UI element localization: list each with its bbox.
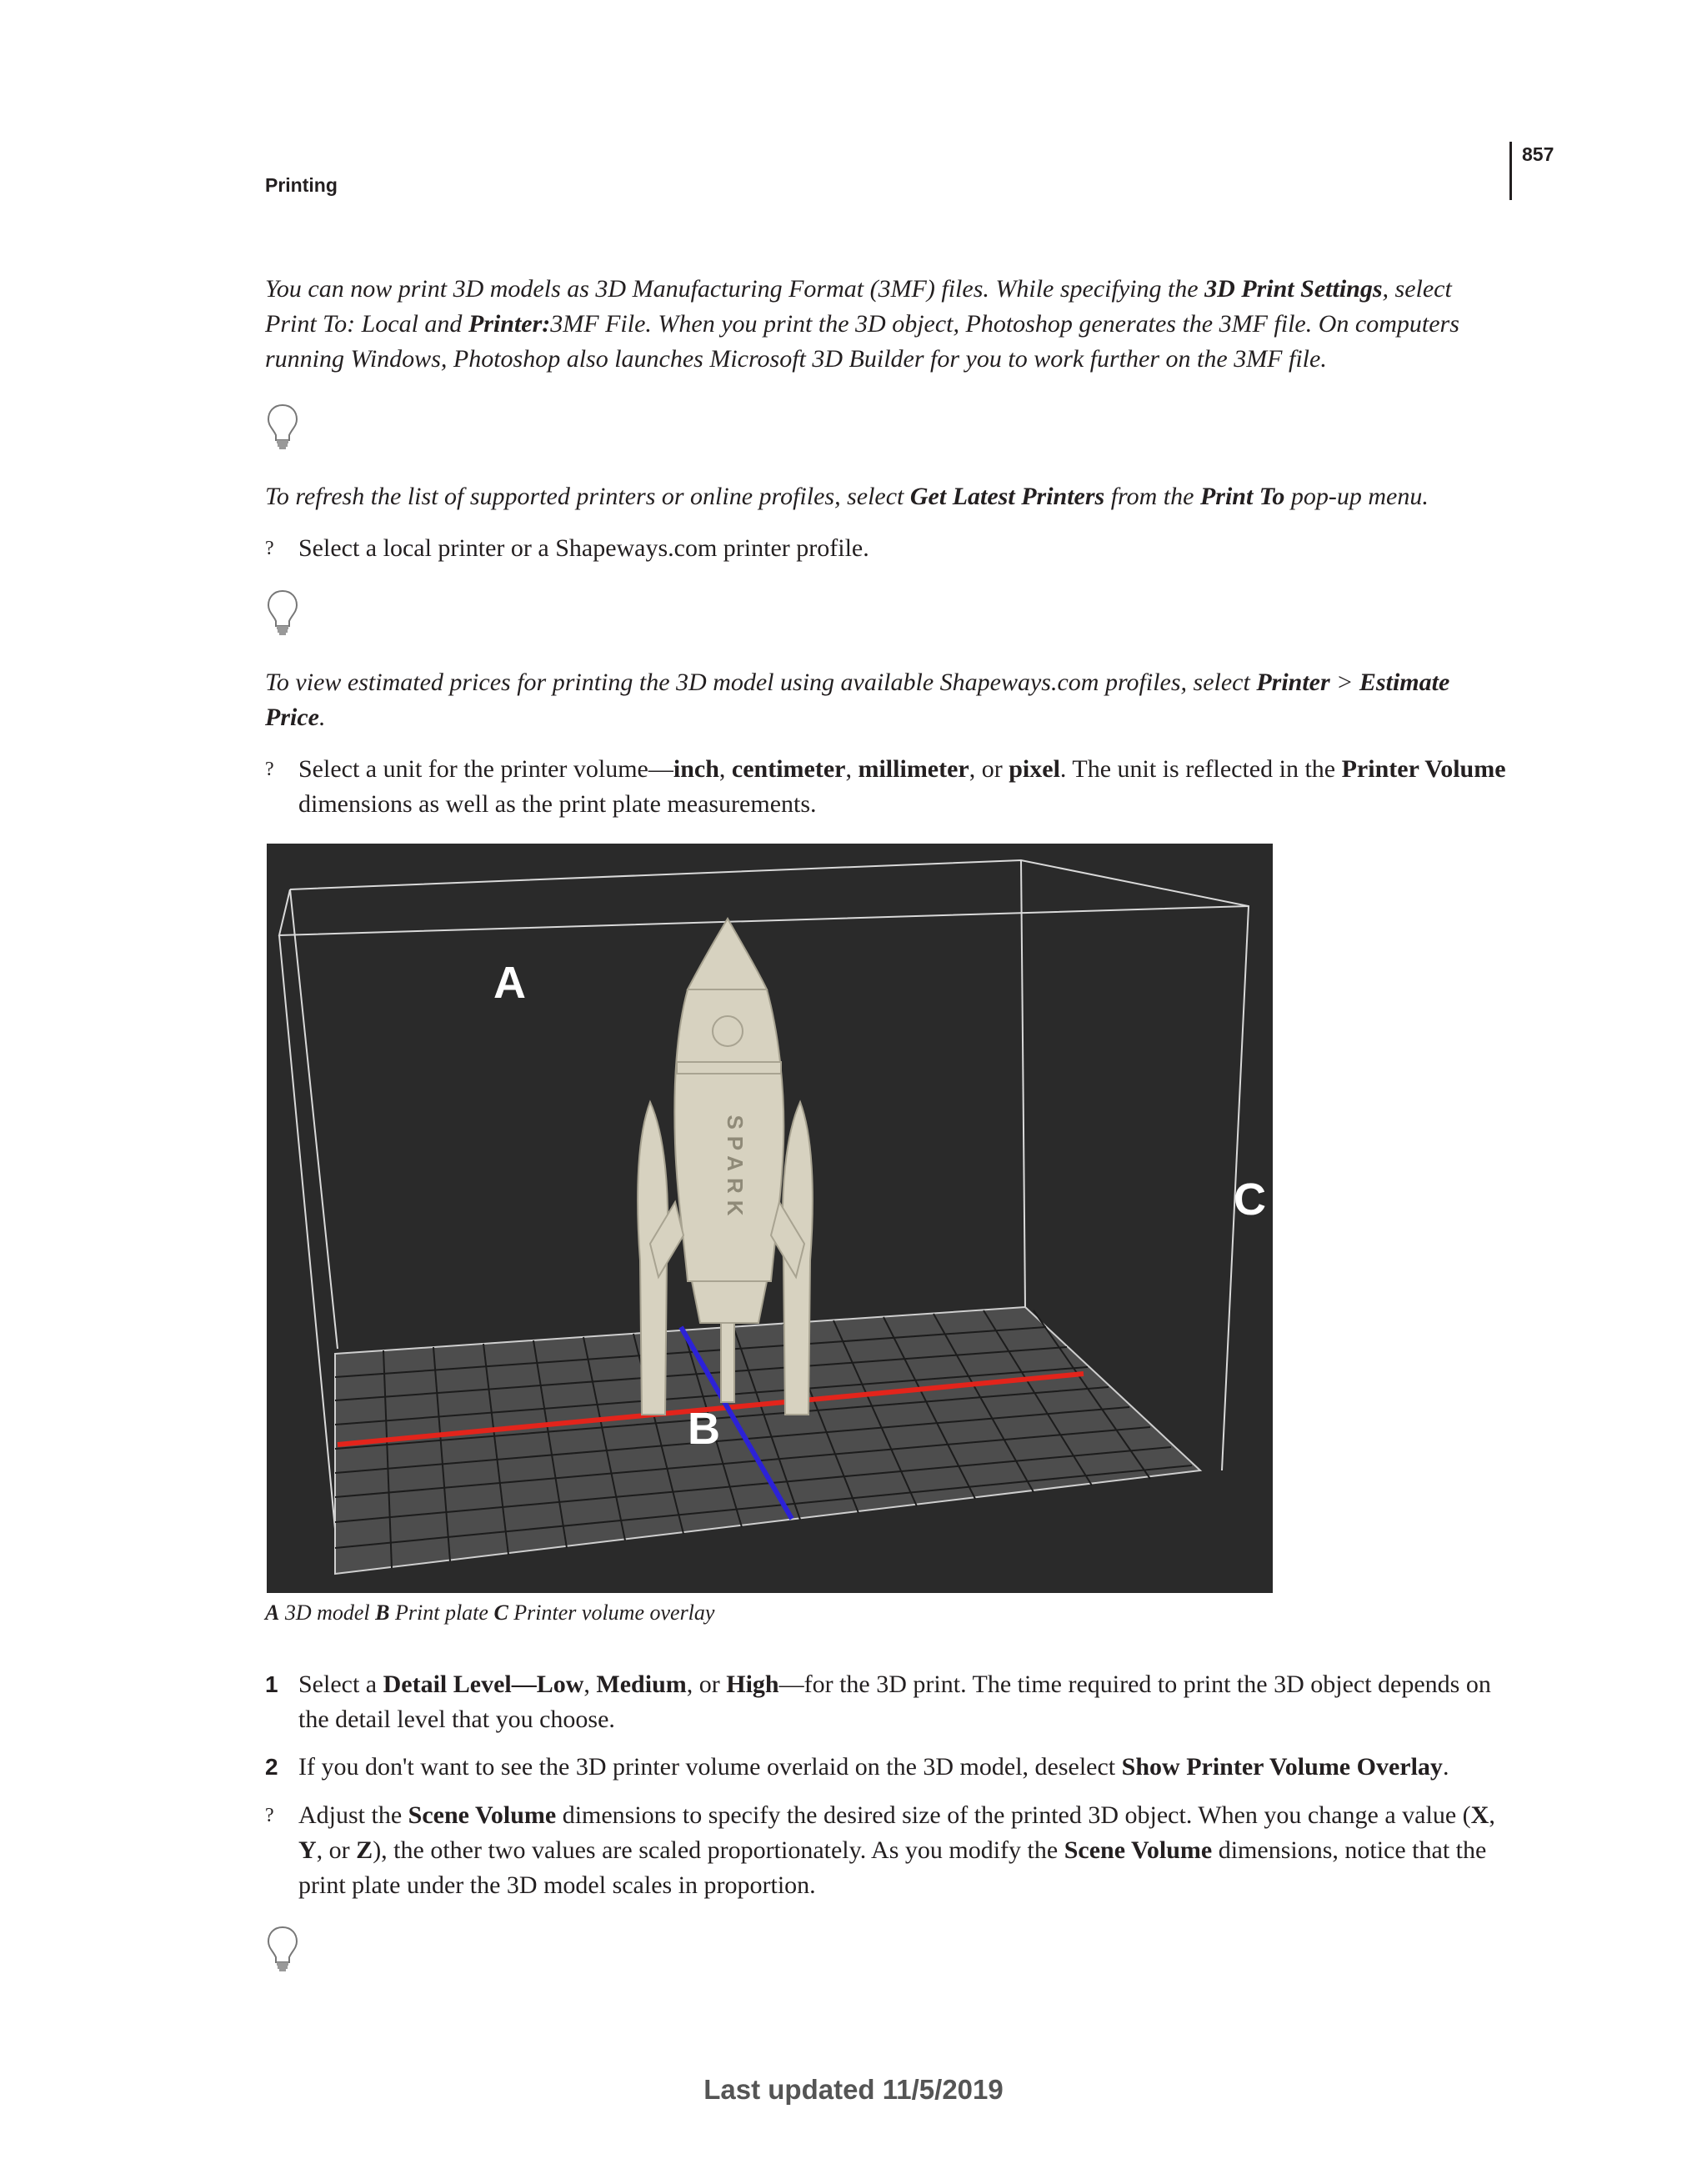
step-number: 1 [265, 1671, 278, 1697]
bullet-marker: ? [265, 1805, 274, 1826]
bullet-marker: ? [265, 538, 274, 559]
printer-volume-figure [267, 844, 1273, 1593]
bullet-select-printer: ? Select a local printer or a Shapeways.com printer profile. [265, 531, 1507, 566]
rocket-label: SPARK [723, 1115, 748, 1223]
step-show-overlay: 2 If you don't want to see the 3D printer volume overlaid on the 3D model, deselect Show Printer Volume Overlay. [265, 1750, 1507, 1785]
bullet-select-unit: ? Select a unit for the printer volume—inch, centimeter, millimeter, or pixel. The unit is reflected in the Printer Volume dimensions as well as the print plate measurements. [265, 752, 1507, 822]
bullet-marker: ? [265, 759, 274, 780]
step-detail-level: 1 Select a Detail Level—Low, Medium, or High—for the 3D print. The time required to print the 3D object depends on the detail level that you choose. [265, 1667, 1507, 1737]
tip-lightbulb-icon [265, 1924, 300, 1974]
tip-refresh-printers: To refresh the list of supported printers or online profiles, select Get Latest Printers from the Print To pop-up menu. [265, 483, 1429, 510]
step-number: 2 [265, 1754, 278, 1780]
callout-a: A [493, 958, 526, 1008]
bullet-scene-volume: ? Adjust the Scene Volume dimensions to specify the desired size of the printed 3D object. When you change a value (X, Y, or Z), the other two values are scaled proportionately. As you modify the Scene Volume dimensions, notice that the print plate under the 3D model scales in proportion. [265, 1798, 1507, 1903]
section-title: Printing [265, 174, 338, 196]
callout-b: B [688, 1404, 720, 1454]
tip-lightbulb-icon [265, 402, 300, 452]
intro-paragraph: You can now print 3D models as 3D Manufacturing Format (3MF) files. While specifying the 3D Print Settings, select Print To: Local and Printer:3MF File. When you print the 3D object, Photoshop generates the 3MF file. On computers running Windows, Photoshop also launches Microsoft 3D Builder for you to work further on the 3MF file. [265, 275, 1459, 373]
tip-lightbulb-icon [265, 588, 300, 638]
tip-estimate-price: To view estimated prices for printing the 3D model using available Shapeways.com profiles, select Printer > Estimate Price. [265, 669, 1450, 731]
footer-last-updated: Last updated 11/5/2019 [703, 2074, 1004, 2105]
header-divider [1509, 142, 1512, 200]
callout-c: C [1234, 1175, 1266, 1225]
page-number: 857 [1522, 143, 1554, 165]
figure-caption: A 3D model B Print plate C Printer volume overlay [265, 1600, 715, 1625]
